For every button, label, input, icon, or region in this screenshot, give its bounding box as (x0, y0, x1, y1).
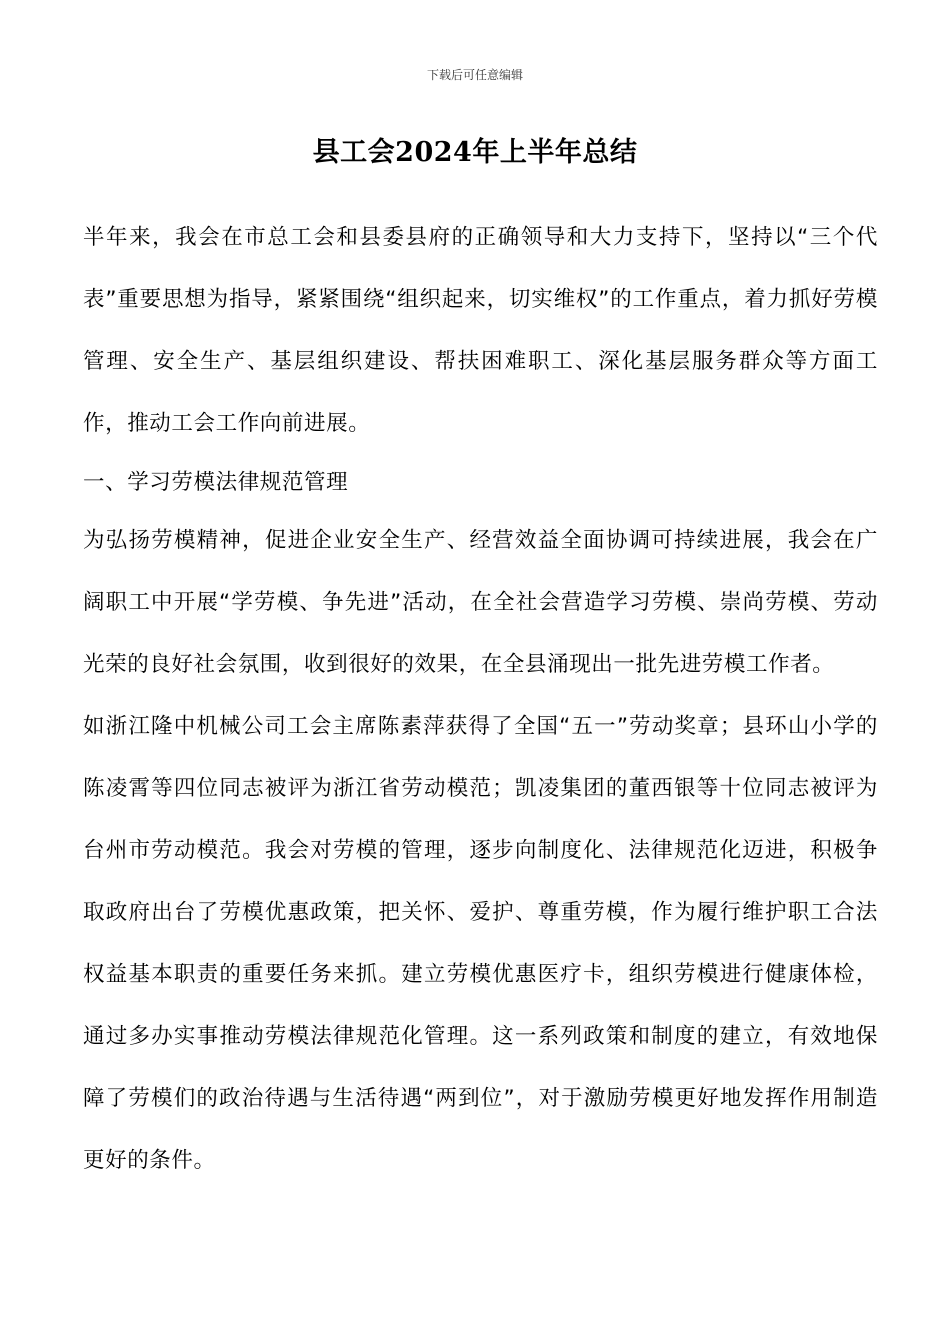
section-heading: 一、学习劳模法律规范管理 (83, 470, 349, 495)
intro-paragraph: 半年来，我会在市总工会和县委县府的正确领导和大力支持下，坚持以“三个代表”重要思想为指导，紧紧围绕“组织起来，切实维权”的工作重点，着力抓好劳模管理、安全生产、基层组织建设、帮扶困难职工、深化基层服务群众等方面工作，推动工会工作向前进展。 (83, 225, 878, 436)
header-note: 下载后可任意编辑 (426, 68, 523, 82)
document-title: 县工会2024年上半年总结 (312, 137, 638, 168)
body-paragraph: 如浙江隆中机械公司工会主席陈素萍获得了全国“五一”劳动奖章；县环山小学的陈凌霄等四位同志被评为浙江省劳动模范；凯凌集团的董西银等十位同志被评为台州市劳动模范。我会对劳模的管理，逐步向制度化、法律规范化迈进，积极争取政府出台了劳模优惠政策，把关怀、爱护、尊重劳模，作为履行维护职工合法权益基本职责的重要任务来抓。建立劳模优惠医疗卡，组织劳模进行健康体检，通过多办实事推动劳模法律规范化管理。这一系列政策和制度的建立，有效地保障了劳模们的政治待遇与生活待遇“两到位”，对于激励劳模更好地发挥作用制造更好的条件。 (83, 714, 878, 1173)
body-paragraph: 为弘扬劳模精神，促进企业安全生产、经营效益全面协调可持续进展，我会在广阔职工中开展“学劳模、争先进”活动，在全社会营造学习劳模、崇尚劳模、劳动光荣的良好社会氛围，收到很好的效果，在全县涌现出一批先进劳模工作者。 (83, 528, 878, 677)
document-body (83, 207, 878, 1192)
